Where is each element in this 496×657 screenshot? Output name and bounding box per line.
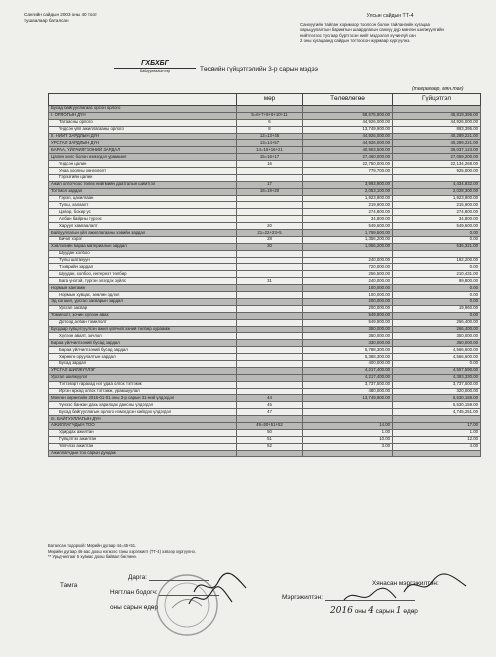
row-code: 52 (237, 443, 303, 450)
table-row (49, 326, 481, 333)
budget-table (48, 93, 481, 457)
row-label: Мөнгөн хөрөнгийн 2016-01-01 оны 3-р сарын 31-ний үлдэгдэл (49, 395, 237, 402)
row-actual-value: 22,134,268.00 (393, 161, 481, 168)
row-label: Гүйцэтгэх ажилтан (49, 436, 237, 443)
table-row (49, 112, 481, 119)
row-actual-value: 4,557,590.00 (393, 367, 481, 374)
table-row (49, 236, 481, 243)
row-plan-value: 44,926,000.00 (303, 140, 393, 147)
row-plan-value: 350,000.00 (303, 333, 393, 340)
row-code: 17 (237, 181, 303, 188)
row-code (237, 367, 303, 374)
table-row (49, 188, 481, 195)
row-actual-value: 266,400.00 (393, 319, 481, 326)
table-row (49, 374, 481, 381)
row-code: 8 (237, 126, 303, 133)
table-row (49, 243, 481, 250)
row-label: Хэвлэлийн бараа материалын зардал (49, 243, 237, 250)
footnote-line: Мөрийн дугаар 46-аас доош нэгжээс таны хэрэгжилт (ТТ-4) хэвээр хүргүүлнэ. (48, 548, 196, 554)
reviewer-label: Хянасан мэргэжилтэн: (372, 580, 439, 587)
row-label: Түлш шатахуун (49, 257, 237, 264)
row-label: Бага үнэтэй, түргэн элэгдэх зүйлс (49, 278, 237, 285)
row-code (237, 216, 303, 223)
row-code: 47 (237, 409, 303, 416)
footnote-line: ** Урьдчилгааг 5 хувиас доош байвал бөглөнө. (48, 554, 137, 560)
row-label: Үндсэн цалин (49, 161, 237, 168)
specialist-signature-scribble (340, 586, 400, 606)
row-actual-value: 0.00 (393, 264, 481, 271)
table-row (49, 106, 481, 113)
row-actual-value: 40,289,221.00 (393, 140, 481, 147)
row-label: Ажиллагчдын тоо сарын дундаж (49, 450, 237, 457)
row-label: Албан байрны түрээс (49, 216, 237, 223)
row-plan-value: 13,749,900.00 (303, 395, 393, 402)
row-code: 14=15+16+21 (237, 147, 303, 154)
row-plan-value: 44,926,000.00 (303, 119, 393, 126)
row-label: Бичиг хэрэг (49, 236, 237, 243)
row-actual-value: 40,289,221.00 (393, 133, 481, 140)
row-code: 16 (237, 161, 303, 168)
row-code (237, 326, 303, 333)
column-header-row-code: мөр (237, 94, 303, 106)
row-code (237, 381, 303, 388)
row-code (237, 209, 303, 216)
row-plan-value: 13,749,900.00 (303, 126, 393, 133)
row-plan-value: 549,600.00 (303, 223, 393, 230)
row-actual-value: 1,923,900.00 (393, 195, 481, 202)
column-header-actual: Гүйцэтгэл (393, 94, 481, 106)
row-code (237, 298, 303, 305)
row-actual-value: 44,926,000.00 (393, 119, 481, 126)
row-actual-value: 0.00 (393, 360, 481, 367)
table-row (49, 278, 481, 285)
table-row (49, 202, 481, 209)
row-actual-value (393, 106, 481, 113)
row-plan-value: 1,356,200.00 (303, 236, 393, 243)
row-label: Иргэн өрхөд олгох тэтгэмж, урамшуулал (49, 388, 237, 395)
table-row (49, 230, 481, 237)
row-plan-value: 200,000.00 (303, 298, 393, 305)
row-code: 45 (237, 402, 303, 409)
table-row (49, 264, 481, 271)
row-code (237, 340, 303, 347)
row-actual-value: 536,321.00 (393, 243, 481, 250)
row-label: Бараа үйлчилгээний бусад зардал (49, 347, 237, 354)
row-code (237, 312, 303, 319)
row-code (237, 347, 303, 354)
row-actual-value: 215,900.00 (393, 202, 481, 209)
row-label: Үүнээс банкан дахь харилцах дансны үлдэгдэл (49, 402, 237, 409)
row-code (237, 388, 303, 395)
row-code: 5=6+7+8+9+10+11 (237, 112, 303, 119)
row-plan-value: 1,923,900.00 (303, 195, 393, 202)
row-label: Томилолт, зочин хүлээн авах (49, 312, 237, 319)
row-plan-value: 100,000.00 (303, 292, 393, 299)
form-number: Улсын сайдын ТТ-4 (366, 13, 414, 19)
table-row (49, 354, 481, 361)
table-row (49, 257, 481, 264)
table-row (49, 133, 481, 140)
row-label: Бараа үйлчилгээний бусад зардал (49, 340, 237, 347)
row-label: Гэрээгийн цалин (49, 174, 237, 181)
row-label: АЖИЛЛАГЧДЫН ТОО (49, 422, 237, 429)
right-date-year-label: оны (354, 608, 367, 615)
row-code (237, 416, 303, 423)
table-row (49, 436, 481, 443)
row-label: Үндсэн үйл ажиллагааны орлого (49, 126, 237, 133)
header-left (24, 12, 194, 24)
header-right-line: харьцуулалтын баримтын шаардлагын санхүү дүр мөнгөн шилжүүлгийн (300, 27, 444, 33)
row-plan-value (303, 402, 393, 409)
row-actual-value: 0.00 (393, 298, 481, 305)
row-plan-value: 34,800.00 (303, 216, 393, 223)
row-code (237, 305, 303, 312)
row-actual-value: 274,800.00 (393, 209, 481, 216)
row-code: 49=50+51+52 (237, 422, 303, 429)
row-code (237, 195, 303, 202)
row-plan-value: 44,926,000.00 (303, 133, 393, 140)
row-label: Эд хогшил, урсгал засварын зардал (49, 298, 237, 305)
right-date-day-label: өдөр (403, 608, 418, 615)
row-actual-value: 5,530,159.00 (393, 402, 481, 409)
table-row (49, 422, 481, 429)
row-label: Хөрөнгө оруулалтын зардал (49, 354, 237, 361)
row-actual-value: 5,530,159.00 (393, 395, 481, 402)
table-row (49, 347, 481, 354)
row-actual-value (393, 416, 481, 423)
row-label: Шуудан холбоо (49, 250, 237, 257)
row-plan-value (303, 416, 393, 423)
row-plan-value: 240,000.00 (303, 278, 393, 285)
row-code: 21=22+23+5 (237, 230, 303, 237)
row-code (237, 257, 303, 264)
row-plan-value: 58,675,900.00 (303, 112, 393, 119)
row-label: Нормын хувцас, зөөлөн эдлэл (49, 292, 237, 299)
row-code (237, 374, 303, 381)
row-actual-value: 12.00 (393, 436, 481, 443)
row-actual-value: 0.00 (393, 312, 481, 319)
row-actual-value: 4,393,330.00 (393, 374, 481, 381)
row-label: УРСГАЛ ЗАРДЛЫН ДҮН (49, 140, 237, 147)
table-row (49, 381, 481, 388)
row-code: 28 (237, 236, 303, 243)
row-label: Шуудан, холбоо, интернэт төлбөр (49, 271, 237, 278)
table-row (49, 271, 481, 278)
row-code: 15=16+17 (237, 154, 303, 161)
table-row (49, 367, 481, 374)
table-body (49, 106, 481, 457)
row-label: Цэвэр, бохир ус (49, 209, 237, 216)
row-actual-value: 4,566,600.00 (393, 347, 481, 354)
row-code: 30 (237, 243, 303, 250)
table-row (49, 360, 481, 367)
header-right-line: Санхүүгийн тайлан хоримоор тоолсон болон тайлангийн хугацаа (300, 21, 430, 27)
row-label: Бусдаар гүйцэтгүүлсэн ажил үйлчилгээний төлбөр хураамж (49, 326, 237, 333)
row-code (237, 250, 303, 257)
row-code (237, 333, 303, 340)
row-plan-value: 350,000.00 (303, 326, 393, 333)
row-plan-value: 480,000.00 (303, 388, 393, 395)
row-plan-value: 3,993,900.00 (303, 181, 393, 188)
row-actual-value (393, 450, 481, 457)
row-plan-value: 549,900.00 (303, 312, 393, 319)
row-code (237, 264, 303, 271)
row-plan-value: 779,700.00 (303, 168, 393, 175)
row-actual-value: 549,600.00 (393, 223, 481, 230)
table-row (49, 174, 481, 181)
row-code (237, 285, 303, 292)
row-label: Тээврийн зардал (49, 264, 237, 271)
row-actual-value: 45,819,395.00 (393, 112, 481, 119)
row-code: 12=13+45 (237, 133, 303, 140)
row-code: 31 (237, 278, 303, 285)
table-row (49, 168, 481, 175)
row-actual-value: 350,000.00 (393, 333, 481, 340)
row-plan-value: 240,000.00 (303, 257, 393, 264)
row-code: 51 (237, 436, 303, 443)
row-code: 13=14+57 (237, 140, 303, 147)
row-plan-value: 100,000.00 (303, 285, 393, 292)
row-label: Бусад байгууллагаас орсон орлого (49, 106, 237, 113)
row-code (237, 106, 303, 113)
row-actual-value: 4,566,600.00 (393, 354, 481, 361)
row-actual-value: 0.00 (393, 292, 481, 299)
row-label: Урсгал шилжүүлэг (49, 374, 237, 381)
row-actual-value: 192,200.00 (393, 257, 481, 264)
row-label: II. НИЙТ ЗАРДЛЫН ДҮН (49, 133, 237, 140)
organization-name: ГХБХБГ (141, 60, 169, 67)
row-label: Урсгал засвар (49, 305, 237, 312)
table-row (49, 395, 481, 402)
row-actual-value: 320,000.00 (393, 388, 481, 395)
row-actual-value: 266,400.00 (393, 326, 481, 333)
specialist-label-text: Мэргэжилтэн: (282, 594, 323, 601)
column-header-plan: Төлөвлөгөө (303, 94, 393, 106)
row-plan-value: 3,737,500.00 (303, 381, 393, 388)
table-row (49, 305, 481, 312)
table-row (49, 126, 481, 133)
row-plan-value: 2,053,100.00 (303, 188, 393, 195)
row-plan-value: 1.00 (303, 429, 393, 436)
right-date-month-label: сарын (375, 608, 395, 615)
row-actual-value: 3,737,500.00 (393, 381, 481, 388)
reviewer-signature-scribble (400, 572, 470, 598)
table-row (49, 223, 481, 230)
row-plan-value: 3.00 (303, 443, 393, 450)
row-code (237, 360, 303, 367)
row-plan-value: 4,217,400.00 (303, 367, 393, 374)
stamp-label: Тамга (60, 582, 78, 589)
row-code (237, 354, 303, 361)
table-row (49, 409, 481, 416)
table-row (49, 216, 481, 223)
row-plan-value: 549,900.00 (303, 319, 393, 326)
row-actual-value: 0.00 (393, 230, 481, 237)
row-label: Цалин хөлс болон нэмэгдэл урамшил (49, 154, 237, 161)
row-plan-value (303, 409, 393, 416)
table-row (49, 312, 481, 319)
row-actual-value: 19,960.00 (393, 305, 481, 312)
row-label: Тогтмол зардал (49, 188, 237, 195)
row-plan-value: 330,000.00 (303, 340, 393, 347)
table-row (49, 416, 481, 423)
row-actual-value: 17.00 (393, 422, 481, 429)
row-code (237, 168, 303, 175)
row-actual-value: 4,745,251.00 (393, 409, 481, 416)
row-label: III. БАЙГУУЛЛАГЫН ДҮН (49, 416, 237, 423)
row-plan-value (303, 106, 393, 113)
row-plan-value: 22,750,000.00 (303, 161, 393, 168)
table-row (49, 340, 481, 347)
right-date-month: 4 (368, 606, 374, 616)
header-right-line: 2 оны хугацаанд сайдын тогтоосон журмаар хүргүүлнэ. (300, 38, 411, 44)
row-plan-value: 219,900.00 (303, 202, 393, 209)
row-label: Үйлчлэх ажилтан (49, 443, 237, 450)
row-code: 44 (237, 395, 303, 402)
row-code: 50 (237, 429, 303, 436)
row-actual-value: 4.00 (393, 443, 481, 450)
row-actual-value: 4,434,932.00 (393, 181, 481, 188)
row-actual-value: 893,395.00 (393, 126, 481, 133)
row-label: Тэтгэвэрт гарахад нэг удаа олгох тэтгэмж (49, 381, 237, 388)
row-code (237, 271, 303, 278)
row-actual-value: 210,431.00 (393, 271, 481, 278)
table-row (49, 195, 481, 202)
row-actual-value: 0.00 (393, 236, 481, 243)
row-label: Хүлээн авалт, зочлол (49, 333, 237, 340)
row-label: Татаасны орлого (49, 119, 237, 126)
row-label: Нормын хангамж (49, 285, 237, 292)
header-right-line: нийтлэгээс тусгаар бүртгэсэн нийт мэдээлэл хүчингүй сан (300, 32, 416, 38)
row-plan-value: 5,388,300.00 (303, 354, 393, 361)
row-actual-value: 1.00 (393, 429, 481, 436)
header-left-line: тушаалаар баталсан (24, 18, 69, 23)
row-actual-value: 36,037,123.00 (393, 147, 481, 154)
row-label: Бусад зардал (49, 360, 237, 367)
row-label: Байгууллагын үйл ажиллагааны хэвийн зардал (49, 230, 237, 237)
table-row (49, 209, 481, 216)
row-label: БАРАА, ҮЙЛЧИЛГЭЭНИЙ ЗАРДАЛ (49, 147, 237, 154)
row-plan-value (303, 250, 393, 257)
row-actual-value: 350,000.00 (393, 340, 481, 347)
row-plan-value: 1,759,500.00 (303, 230, 393, 237)
row-code: 20 (237, 223, 303, 230)
table-row (49, 333, 481, 340)
row-label: Түлш, халаалт (49, 202, 237, 209)
table-row (49, 154, 481, 161)
row-actual-value (393, 174, 481, 181)
row-code (237, 292, 303, 299)
left-date: оны сарын өдөр (110, 604, 159, 611)
row-actual-value: 0.00 (393, 285, 481, 292)
row-label: Ажил олгогчоос төлөх нийгмийн даатгалын шимтгэл (49, 181, 237, 188)
header-right (300, 14, 480, 44)
row-label: Дотоод албан томилолт (49, 319, 237, 326)
row-plan-value: 5,788,300.00 (303, 347, 393, 354)
row-plan-value (303, 174, 393, 181)
table-row (49, 443, 481, 450)
table-row (49, 292, 481, 299)
table-header-row (49, 94, 481, 106)
row-code (237, 174, 303, 181)
table-row (49, 402, 481, 409)
report-title: Төсвийн гүйцэтгэлийн 3-р сарын мэдээ (200, 66, 318, 73)
table-row (49, 298, 481, 305)
row-label: Бусад байгууллагын орлого нэмэгдсэн хийгдэх үлдэгдэл (49, 409, 237, 416)
row-plan-value: 400,000.00 (303, 360, 393, 367)
row-plan-value: 14.00 (303, 422, 393, 429)
row-plan-value: 274,800.00 (303, 209, 393, 216)
row-actual-value: 99,800.00 (393, 278, 481, 285)
table-row (49, 285, 481, 292)
row-label: УРСГАЛ ШИЛЖҮҮЛЭГ (49, 367, 237, 374)
table-row (49, 140, 481, 147)
right-date-year: 2016 (330, 606, 353, 616)
row-code (237, 202, 303, 209)
footnote-line: Баталсан тодорхой: Мөрийн дугаар 44=45+51. (48, 543, 137, 548)
row-plan-value: 40,903,500.00 (303, 147, 393, 154)
table-row (49, 147, 481, 154)
row-label: I. ОРЛОГЫН ДҮН (49, 112, 237, 119)
table-row (49, 250, 481, 257)
row-actual-value: 925,000.00 (393, 168, 481, 175)
row-actual-value: 2,028,300.00 (393, 188, 481, 195)
row-code (237, 319, 303, 326)
row-label: Удирдах ажилтан (49, 429, 237, 436)
row-plan-value: 720,000.00 (303, 264, 393, 271)
accountant-signature-scribble (186, 586, 236, 610)
row-actual-value: 27,059,200.00 (393, 154, 481, 161)
row-code: 6 (237, 119, 303, 126)
column-header-label (49, 94, 237, 106)
row-plan-value: 200,000.00 (303, 305, 393, 312)
row-plan-value: 256,500.00 (303, 271, 393, 278)
row-label: Гэрэл, цахилгаан (49, 195, 237, 202)
footnotes (48, 543, 348, 560)
header-left-line: Сангийн сайдын 2003 оны 40 тоот (24, 12, 98, 17)
director-label-text: Дарга: (128, 574, 147, 581)
table-row (49, 161, 481, 168)
row-code (237, 450, 303, 457)
right-date-day: 1 (395, 606, 402, 616)
table-row (49, 119, 481, 126)
row-label: Харуул хамгаалалт (49, 223, 237, 230)
row-plan-value (303, 450, 393, 457)
accountant-label-text: Нягтлан бодогч: (110, 589, 158, 596)
row-plan-value: 4,217,400.00 (303, 374, 393, 381)
table-row (49, 429, 481, 436)
organization-block (114, 60, 196, 73)
row-code: 18=19+20 (237, 188, 303, 195)
row-plan-value: 10.00 (303, 436, 393, 443)
row-actual-value: 34,800.00 (393, 216, 481, 223)
unit-label: (төгрөгөөр, мян.төг) (412, 86, 464, 92)
row-actual-value (393, 250, 481, 257)
table-row (49, 181, 481, 188)
right-date (330, 606, 418, 616)
row-label: Унаа хоолны хөнгөлөлт (49, 168, 237, 175)
row-plan-value: 27,460,000.00 (303, 154, 393, 161)
table-row (49, 319, 481, 326)
table-row (49, 388, 481, 395)
organization-caption: Байгууллагын нэр (139, 69, 171, 73)
table-row (49, 450, 481, 457)
row-plan-value: 1,056,200.00 (303, 243, 393, 250)
